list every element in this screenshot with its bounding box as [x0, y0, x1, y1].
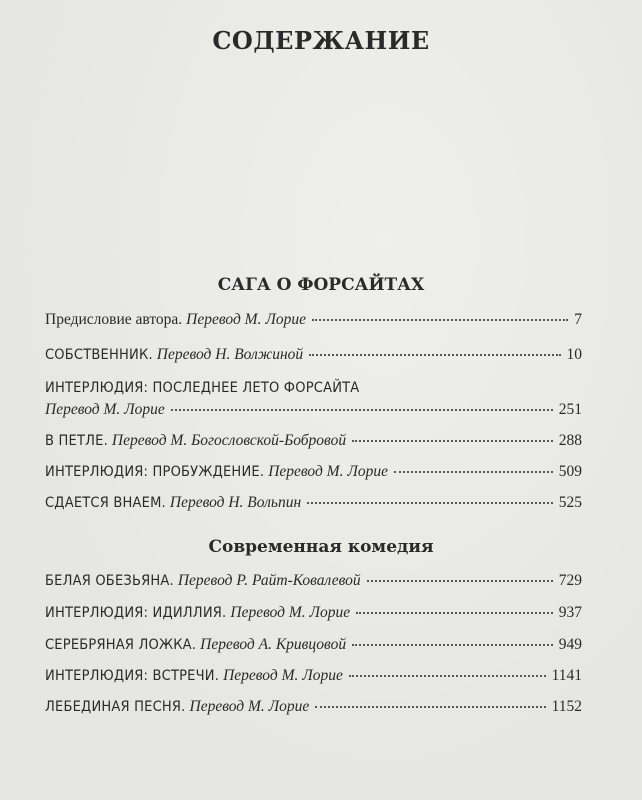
entry-translator: Перевод А. Кривцовой — [200, 636, 347, 653]
leader-dots — [307, 498, 553, 504]
toc-entry — [45, 572, 582, 594]
entry-translator: Перевод М. Лорие — [230, 604, 351, 621]
entry-title: СДАЕТСЯ ВНАЕМ. — [45, 495, 166, 511]
leader-dots — [352, 436, 553, 442]
section-title: САГА О ФОРСАЙТАХ — [217, 275, 425, 295]
leader-dots — [352, 640, 553, 646]
page-title: СОДЕРЖАНИЕ — [212, 26, 430, 55]
entry-page: 1141 — [551, 667, 582, 684]
section-title: Современная комедия — [208, 537, 434, 557]
toc-entry — [45, 494, 582, 516]
toc-entry — [45, 432, 582, 454]
entry-title: СОБСТВЕННИК. — [45, 347, 153, 363]
entry-translator: Перевод М. Лорие — [186, 311, 306, 328]
leader-dots — [367, 576, 553, 582]
entry-page: 937 — [558, 604, 582, 621]
toc-entry — [45, 667, 582, 689]
entry-translator: Перевод М. Лорие — [189, 698, 310, 715]
entry-page: 949 — [558, 636, 582, 653]
toc-entry-title-line — [45, 380, 582, 402]
entry-page: 729 — [558, 572, 582, 589]
toc-entry — [45, 604, 582, 626]
entry-page: 7 — [574, 311, 582, 328]
toc-entry — [45, 636, 582, 658]
entry-page: 10 — [566, 346, 582, 363]
entry-title: БЕЛАЯ ОБЕЗЬЯНА. — [45, 573, 174, 589]
entry-title: ИНТЕРЛЮДИЯ: ПРОБУЖДЕНИЕ. — [45, 464, 265, 480]
leader-dots — [171, 405, 553, 411]
entry-translator: Перевод М. Лорие — [223, 667, 343, 684]
entry-title: СЕРЕБРЯНАЯ ЛОЖКА. — [45, 637, 197, 653]
toc-entry — [45, 311, 582, 333]
leader-dots — [312, 315, 568, 321]
leader-dots — [394, 467, 553, 473]
entry-title: В ПЕТЛЕ. — [45, 433, 108, 449]
entry-translator: Перевод Н. Вольпин — [169, 494, 302, 511]
toc-entry — [45, 346, 582, 368]
entry-page: 1152 — [551, 698, 582, 715]
entry-translator: Перевод Р. Райт-Ковалевой — [177, 572, 361, 589]
entry-translator: Перевод М. Лорие — [45, 401, 165, 418]
toc-entry — [45, 401, 582, 423]
entry-page: 509 — [558, 463, 582, 480]
leader-dots — [356, 608, 553, 614]
entry-title: Предисловие автора. — [45, 311, 183, 328]
entry-page: 288 — [558, 432, 582, 449]
entry-page: 525 — [558, 494, 582, 511]
entry-translator: Перевод Н. Волжиной — [156, 346, 304, 363]
entry-page: 251 — [558, 401, 582, 418]
toc-entry — [45, 463, 582, 485]
entry-title: ИНТЕРЛЮДИЯ: ВСТРЕЧИ. — [45, 668, 220, 684]
entry-translator: Перевод М. Богословской-Бобровой — [111, 432, 347, 449]
entry-title: ИНТЕРЛЮДИЯ: ПОСЛЕДНЕЕ ЛЕТО ФОРСАЙТА — [45, 380, 360, 396]
toc-entry — [45, 698, 582, 720]
leader-dots — [315, 702, 545, 708]
entry-translator: Перевод М. Лорие — [268, 463, 388, 480]
leader-dots — [309, 350, 560, 356]
entry-title: ЛЕБЕДИНАЯ ПЕСНЯ. — [45, 699, 186, 715]
leader-dots — [349, 671, 546, 677]
entry-title: ИНТЕРЛЮДИЯ: ИДИЛЛИЯ. — [45, 605, 227, 621]
